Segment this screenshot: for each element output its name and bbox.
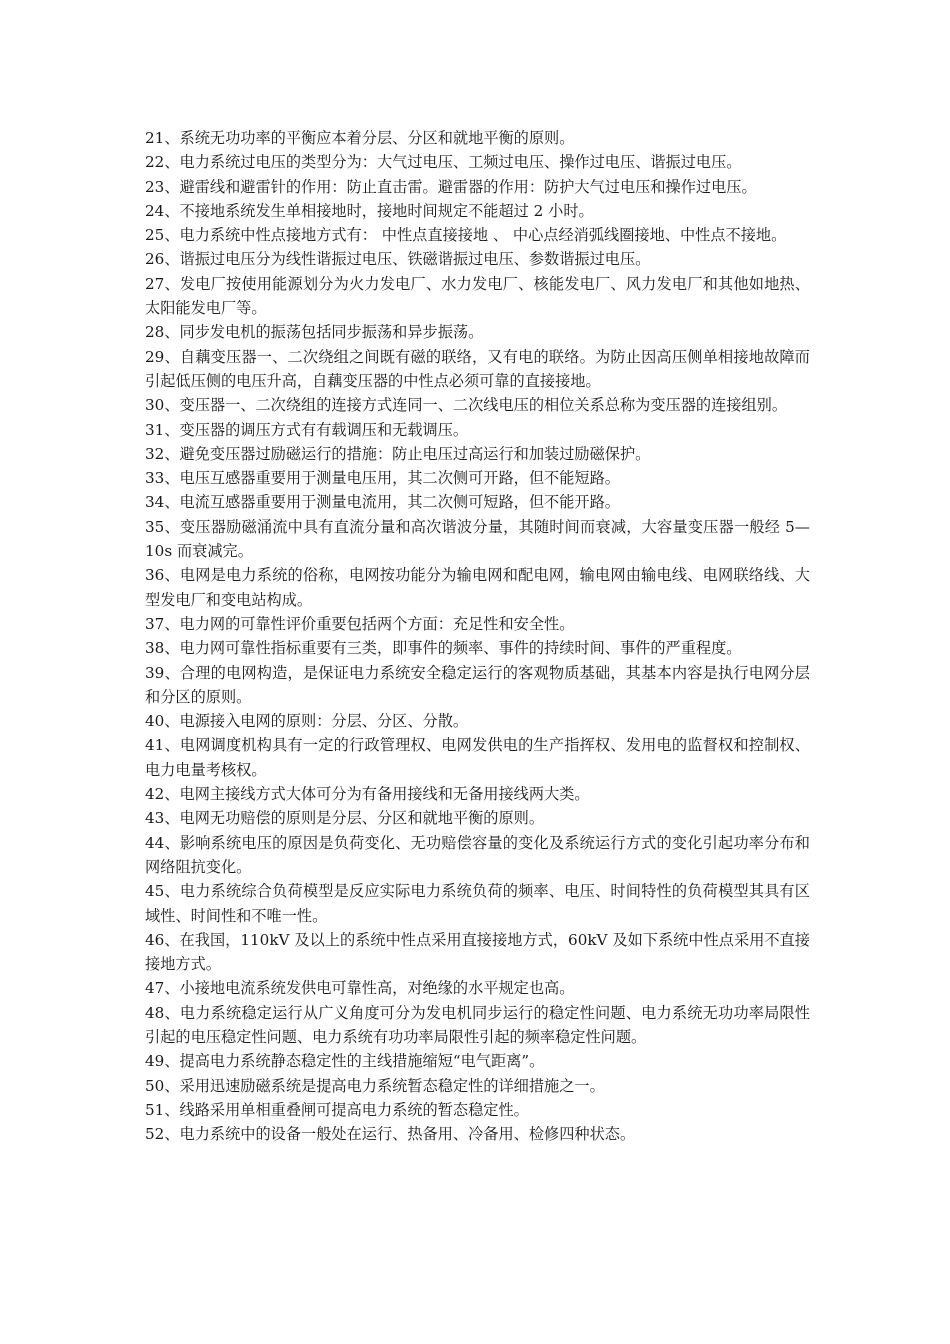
list-item-22: 22、电力系统过电压的类型分为：大气过电压、工频过电压、操作过电压、谐振过电压。	[145, 153, 742, 172]
list-item-31: 31、变压器的调压方式有有载调压和无载调压。	[145, 420, 469, 439]
list-item-45: 45、电力系统综合负荷模型是反应实际电力系统负荷的频率、电压、时间特性的负荷模型其具有区域性、时间性和不唯一性。	[145, 882, 810, 925]
list-item-41: 41、电网调度机构具有一定的行政管理权、电网发供电的生产指挥权、发用电的监督权和控制权、电力电量考核权。	[145, 736, 810, 779]
list-item-34: 34、电流互感器重要用于测量电流用，其二次侧可短路，但不能开路。	[145, 493, 620, 512]
list-item-50: 50、采用迅速励磁系统是提高电力系统暂态稳定性的详细措施之一。	[145, 1076, 605, 1095]
list-item-27: 27、发电厂按使用能源划分为火力发电厂、水力发电厂、核能发电厂、风力发电厂和其他如地热、太阳能发电厂等。	[145, 274, 810, 318]
list-item-48: 48、电力系统稳定运行从广义角度可分为发电机同步运行的稳定性问题、电力系统无功功率局限性引起的电压稳定性问题、电力系统有功功率局限性引起的频率稳定性问题。	[145, 1003, 810, 1046]
document-body	[145, 126, 810, 1146]
list-item-26: 26、谐振过电压分为线性谐振过电压、铁磁谐振过电压、参数谐振过电压。	[145, 250, 651, 269]
list-item-30: 30、变压器一、二次绕组的连接方式连同一、二次线电压的相位关系总称为变压器的连接组别。	[145, 396, 788, 415]
list-item-21: 21、系统无功功率的平衡应本着分层、分区和就地平衡的原则。	[145, 129, 575, 147]
list-item-29: 29、自藕变压器一、二次绕组之间既有磁的联络，又有电的联络。为防止因高压侧单相接地故障而引起低压侧的电压升高，自藕变压器的中性点必须可靠的直接接地。	[145, 347, 810, 390]
list-item-23: 23、避雷线和避雷针的作用：防止直击雷。避雷器的作用：防护大气过电压和操作过电压。	[145, 177, 757, 196]
list-item-43: 43、电网无功赔偿的原则是分层、分区和就地平衡的原则。	[145, 809, 545, 828]
list-item-44: 44、影响系统电压的原因是负荷变化、无功赔偿容量的变化及系统运行方式的变化引起功率分布和网络阻抗变化。	[145, 833, 810, 876]
list-item-40: 40、电源接入电网的原则：分层、分区、分散。	[145, 712, 469, 731]
list-item-25: 25、电力系统中性点接地方式有： 中性点直接接地 、 中心点经消弧线圈接地、中性点不接地。	[145, 226, 787, 245]
list-item-47: 47、小接地电流系统发供电可靠性高，对绝缘的水平规定也高。	[145, 979, 575, 998]
list-item-51: 51、线路采用单相重叠闸可提高电力系统的暂态稳定性。	[145, 1100, 529, 1119]
list-item-52: 52、电力系统中的设备一般处在运行、热备用、冷备用、检修四种状态。	[145, 1125, 636, 1144]
list-item-49: 49、提高电力系统静态稳定性的主线措施缩短“电气距离”。	[145, 1052, 545, 1071]
list-item-42: 42、电网主接线方式大体可分为有备用接线和无备用接线两大类。	[145, 785, 590, 804]
list-item-33: 33、电压互感器重要用于测量电压用，其二次侧可开路，但不能短路。	[145, 469, 620, 488]
list-item-36: 36、电网是电力系统的俗称，电网按功能分为输电网和配电网，输电网由输电线、电网联络线、大型发电厂和变电站构成。	[145, 566, 810, 609]
list-item-39: 39、合理的电网构造，是保证电力系统安全稳定运行的客观物质基础，其基本内容是执行电网分层和分区的原则。	[145, 663, 810, 706]
list-item-37: 37、电力网的可靠性评价重要包括两个方面：充足性和安全性。	[145, 614, 575, 633]
list-item-46: 46、在我国，110kV 及以上的系统中性点采用直接接地方式，60kV 及如下系统中性点采用不直接接地方式。	[145, 930, 810, 974]
list-item-38: 38、电力网可靠性指标重要有三类，即事件的频率、事件的持续时间、事件的严重程度。	[145, 639, 742, 658]
list-item-28: 28、同步发电机的振荡包括同步振荡和异步振荡。	[145, 323, 484, 342]
list-item-32: 32、避免变压器过励磁运行的措施：防止电压过高运行和加装过励磁保护。	[145, 444, 651, 463]
list-item-24: 24、不接地系统发生单相接地时，接地时间规定不能超过 2 小时。	[145, 201, 594, 220]
list-item-35: 35、变压器励磁涌流中具有直流分量和高次谐波分量，其随时间而衰减，大容量变压器一般经 5—10s 而衰减完。	[145, 517, 810, 561]
